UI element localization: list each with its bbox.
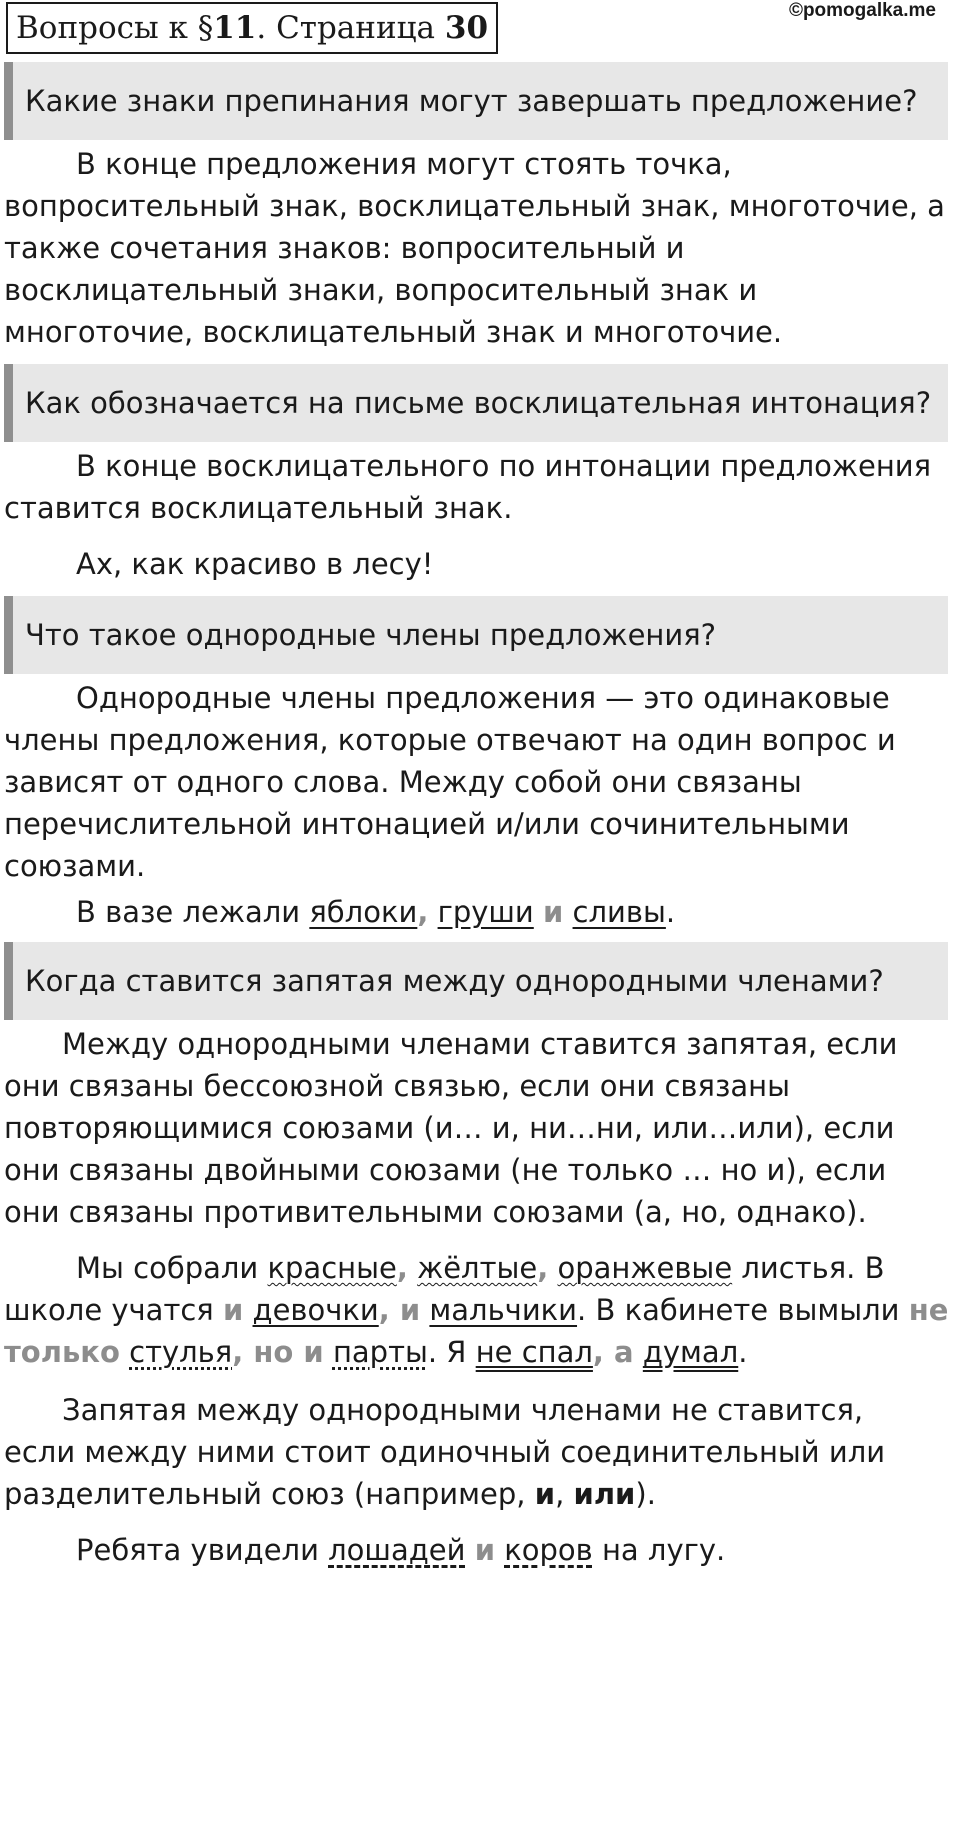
text: . Я xyxy=(427,1335,476,1369)
homogeneous-member: груши xyxy=(437,895,534,929)
answer-line xyxy=(4,1470,954,1519)
text xyxy=(120,1335,129,1369)
conjunction: и xyxy=(543,895,564,929)
text xyxy=(408,1251,417,1285)
homogeneous-member: мальчики xyxy=(429,1293,578,1327)
text: ). xyxy=(635,1477,656,1511)
answer-line: восклицательный знаки, вопросительный знак и xyxy=(4,273,758,307)
homogeneous-member: лошадей xyxy=(328,1533,466,1567)
text xyxy=(563,895,572,929)
title-prefix: Вопросы к § xyxy=(16,10,214,46)
homogeneous-member: яблоки xyxy=(309,895,418,929)
answer-line: Между однородными членами ставится запятая, если xyxy=(62,1027,898,1061)
homogeneous-member: не спал xyxy=(475,1335,593,1369)
homogeneous-member: красные xyxy=(267,1251,397,1285)
example-line xyxy=(4,1328,954,1377)
example-sentence xyxy=(4,888,960,937)
conjunction: и xyxy=(222,1293,244,1327)
answer-line: В конце предложения могут стоять точка, xyxy=(76,147,732,181)
text: . В кабинете вымыли xyxy=(577,1293,909,1327)
text: Мы собрали xyxy=(76,1251,268,1285)
homogeneous-member: оранжевые xyxy=(557,1251,733,1285)
text: . xyxy=(665,895,676,929)
punctuation-mark: , xyxy=(537,1251,549,1285)
text xyxy=(428,895,437,929)
question-heading-2: Как обозначается на письме восклицательная интонация? xyxy=(4,364,948,442)
conjunction: и xyxy=(534,1477,556,1511)
page-title xyxy=(6,2,498,54)
answer-line: они связаны двойными союзами (не только … но и), если xyxy=(4,1153,887,1187)
text xyxy=(465,1533,474,1567)
text xyxy=(534,895,543,929)
homogeneous-member: стулья xyxy=(129,1335,233,1369)
text xyxy=(324,1335,333,1369)
conjunction: , и xyxy=(378,1293,421,1327)
answer-line: они связаны противительными союзами (а, но, однако). xyxy=(4,1195,867,1229)
conjunction: только xyxy=(4,1335,120,1369)
answer-line: союзами. xyxy=(4,849,146,883)
text: разделительный союз (например, xyxy=(4,1477,535,1511)
answer-line: Однородные члены предложения — это одинаковые xyxy=(76,681,890,715)
answer-line: В конце восклицательного по интонации предложения xyxy=(76,449,932,483)
text: . xyxy=(738,1335,748,1369)
punctuation-mark: , xyxy=(417,895,429,929)
answer-line: если между ними стоит одиночный соединительный или xyxy=(4,1435,886,1469)
homogeneous-member: думал xyxy=(642,1335,739,1369)
paragraph-number: 11 xyxy=(213,10,257,46)
text xyxy=(634,1335,643,1369)
text: , xyxy=(555,1477,574,1511)
conjunction: , но и xyxy=(232,1335,324,1369)
text: школе учатся xyxy=(4,1293,223,1327)
homogeneous-member: коров xyxy=(504,1533,593,1567)
text: Ребята увидели xyxy=(76,1533,329,1567)
answer-line: члены предложения, которые отвечают на один вопрос и xyxy=(4,723,896,757)
homogeneous-member: сливы xyxy=(572,895,666,929)
question-heading-1: Какие знаки препинания могут завершать предложение? xyxy=(4,62,948,140)
question-heading-4: Когда ставится запятая между однородными членами? xyxy=(4,942,948,1020)
answer-line: Запятая между однородными членами не ставится, xyxy=(62,1393,864,1427)
homogeneous-member: жёлтые xyxy=(417,1251,538,1285)
answer-line: ставится восклицательный знак. xyxy=(4,491,513,525)
punctuation-mark: , xyxy=(396,1251,408,1285)
text: листья. В xyxy=(732,1251,885,1285)
conjunction: не xyxy=(908,1293,949,1327)
page-label: . Страница xyxy=(256,10,445,46)
conjunction: или xyxy=(573,1477,636,1511)
answer-line: повторяющимися союзами (и… и, ни…ни, или…или), если xyxy=(4,1111,895,1145)
text: В вазе лежали xyxy=(76,895,310,929)
answer-line: также сочетания знаков: вопросительный и xyxy=(4,231,685,265)
conjunction: и xyxy=(474,1533,496,1567)
text xyxy=(243,1293,252,1327)
text: на лугу. xyxy=(592,1533,726,1567)
watermark: ©pomogalka.me xyxy=(788,0,936,21)
text xyxy=(495,1533,504,1567)
answer-line: вопросительный знак, восклицательный знак, многоточие, а xyxy=(4,189,945,223)
homogeneous-member: парты xyxy=(332,1335,428,1369)
example-sentence: Ах, как красиво в лесу! xyxy=(76,547,434,581)
answer-line: перечислительной интонацией и/или сочинительными xyxy=(4,807,850,841)
answer-line: они связаны бессоюзной связью, если они связаны xyxy=(4,1069,791,1103)
homogeneous-member: девочки xyxy=(252,1293,379,1327)
answer-line: многоточие, восклицательный знак и многоточие. xyxy=(4,315,783,349)
answer-line: зависят от одного слова. Между собой они связаны xyxy=(4,765,802,799)
page-number: 30 xyxy=(444,10,489,46)
question-heading-3: Что такое однородные члены предложения? xyxy=(4,596,948,674)
conjunction: , а xyxy=(592,1335,634,1369)
example-sentence xyxy=(4,1526,960,1575)
